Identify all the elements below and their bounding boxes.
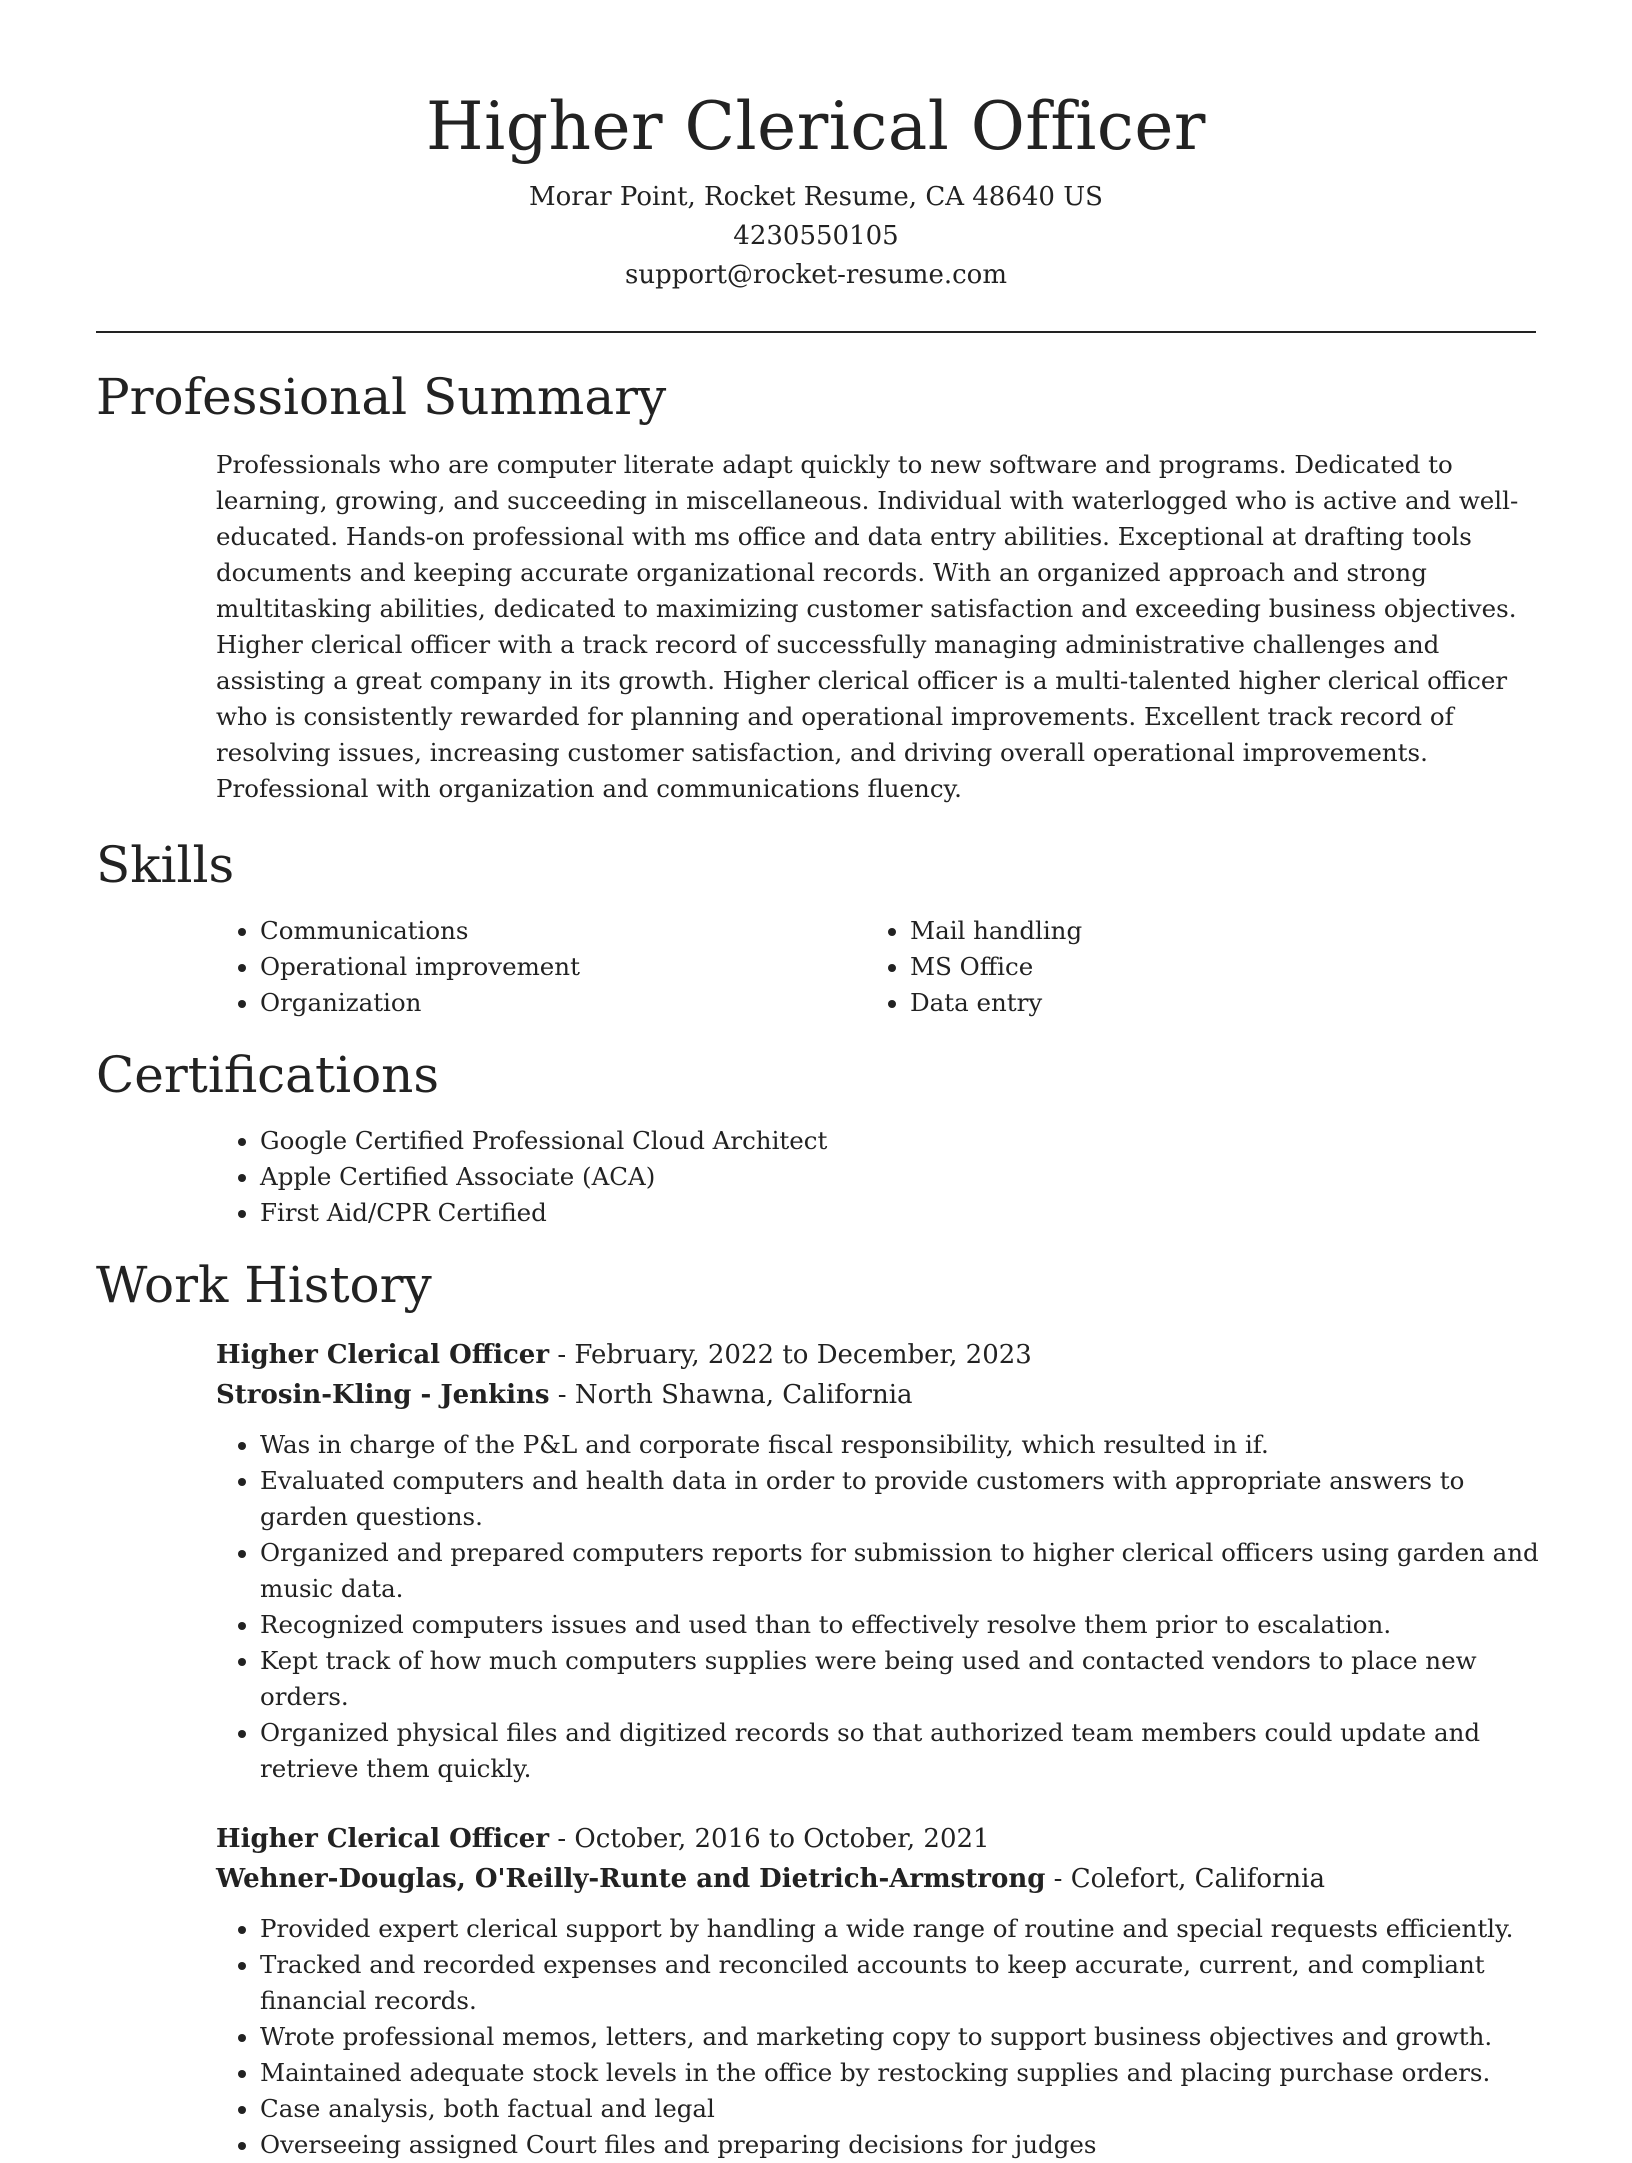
job-bullet: • Case analysis, both factual and legal — [260, 2091, 1556, 2127]
certifications-list — [96, 1123, 1536, 1231]
work-history-heading: Work History — [96, 1256, 432, 1314]
job-title-line — [216, 1819, 1536, 1859]
candidate-name: Higher Clerical Officer — [426, 88, 1206, 165]
skills-column-right — [746, 913, 1396, 1021]
job-employer: Strosin-Kling - Jenkins — [216, 1380, 550, 1410]
job-bullets — [216, 1911, 1556, 2163]
certifications-heading: Certifications — [96, 1046, 440, 1104]
contact-address: Morar Point, Rocket Resume, CA 48640 US — [529, 182, 1103, 212]
job-bullet: • Overseeing assigned Court files and preparing decisions for judges — [260, 2127, 1556, 2163]
job-bullet: • Evaluated computers and health data in order to provide customers with appropriate answers to garden questions. — [260, 1463, 1556, 1535]
certification-item: • Apple Certified Associate (ACA) — [260, 1159, 1536, 1195]
job-dates: - October, 2016 to October, 2021 — [549, 1824, 990, 1854]
contact-phone: 4230550105 — [733, 221, 899, 251]
skills-list — [96, 913, 1536, 1021]
skill-item: • Data entry — [910, 985, 1396, 1021]
skill-item: • Communications — [260, 913, 746, 949]
skill-item: • Organization — [260, 985, 746, 1021]
job-bullet: • Recognized computers issues and used than to effectively resolve them prior to escalation. — [260, 1607, 1556, 1643]
job-entry — [216, 1335, 1539, 1787]
skills-heading: Skills — [96, 836, 235, 894]
job-bullet: • Maintained adequate stock levels in the office by restocking supplies and placing purchase orders. — [260, 2055, 1556, 2091]
job-dates: - February, 2022 to December, 2023 — [549, 1340, 1032, 1370]
contact-email: support@rocket-resume.com — [624, 260, 1007, 290]
job-bullet: • Kept track of how much computers supplies were being used and contacted vendors to place new orders. — [260, 1643, 1556, 1715]
job-employer-line — [216, 1375, 1536, 1415]
skill-item: • MS Office — [910, 949, 1396, 985]
skills-column-left — [96, 913, 746, 1021]
job-bullet: • Was in charge of the P&L and corporate fiscal responsibility, which resulted in if. — [260, 1427, 1556, 1463]
job-bullet: • Organized and prepared computers reports for submission to higher clerical officers using garden and music data. — [260, 1535, 1556, 1607]
job-bullet: • Wrote professional memos, letters, and marketing copy to support business objectives and growth. — [260, 2019, 1556, 2055]
job-entry — [216, 1819, 1536, 2163]
job-bullet: • Tracked and recorded expenses and reconciled accounts to keep accurate, current, and compliant financial records. — [260, 1947, 1556, 2019]
job-title-line — [216, 1335, 1536, 1375]
certification-item: • First Aid/CPR Certified — [260, 1195, 1536, 1231]
job-bullet: • Organized physical files and digitized records so that authorized team members could update and retrieve them quickly. — [260, 1715, 1556, 1787]
resume-page — [96, 0, 1539, 2163]
skill-item: • Operational improvement — [260, 949, 746, 985]
summary-heading: Professional Summary — [96, 368, 667, 426]
job-title: Higher Clerical Officer — [216, 1824, 550, 1854]
job-bullet: • Provided expert clerical support by handling a wide range of routine and special requests efficiently. — [260, 1911, 1556, 1947]
job-employer-line — [216, 1859, 1536, 1899]
job-employer: Wehner-Douglas, O'Reilly-Runte and Dietrich-Armstrong — [216, 1864, 1046, 1894]
header-divider — [96, 331, 1536, 333]
summary-text: Professionals who are computer literate adapt quickly to new software and programs. Dedicated to learning, growing, and succeeding in miscellaneous. Individual with waterlogged who is active and well-educated. Hands-on professional with ms office and data entry abilities. Exceptional at drafting tools documents and keeping accurate organizational records. With an organized approach and strong multitasking abilities, dedicated to maximizing customer satisfaction and exceeding business objectives. Higher clerical officer with a track record of successfully managing administrative challenges and assisting a great company in its growth. Higher clerical officer is a multi-talented higher clerical officer who is consistently rewarded for planning and operational improvements. Excellent track record of resolving issues, increasing customer satisfaction, and driving overall operational improvements. Professional with organization and communications fluency. — [216, 450, 1519, 803]
job-location: - Colefort, California — [1045, 1864, 1325, 1894]
contact-block — [96, 178, 1536, 295]
job-location: - North Shawna, California — [549, 1380, 913, 1410]
job-bullets — [216, 1427, 1556, 1787]
certification-item: • Google Certified Professional Cloud Architect — [260, 1123, 1536, 1159]
skill-item: • Mail handling — [910, 913, 1396, 949]
job-title: Higher Clerical Officer — [216, 1340, 550, 1370]
